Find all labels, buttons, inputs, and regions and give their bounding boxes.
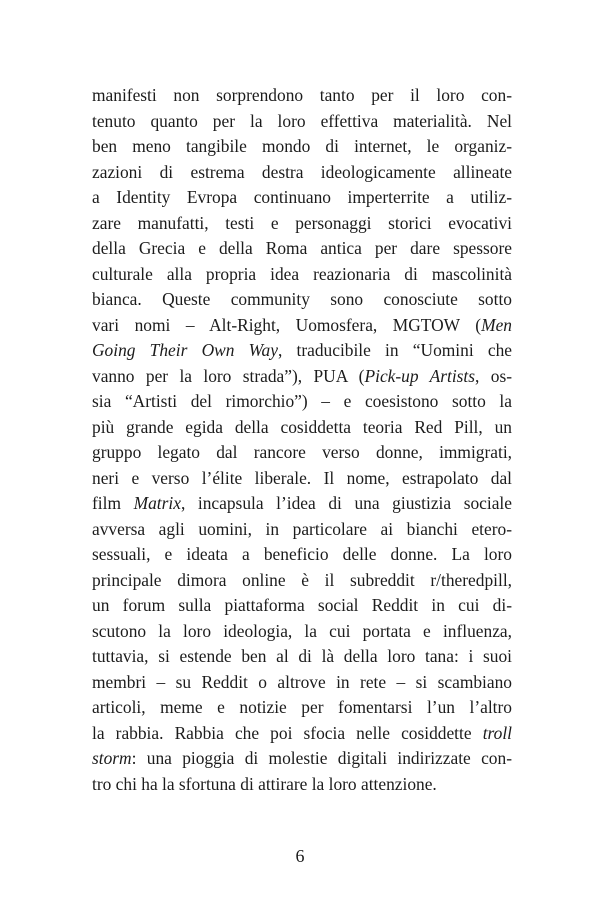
text-line [92,772,512,798]
text-line [92,644,512,670]
text-segment: bianca. Queste community sono conosciute sotto [92,289,512,309]
text-segment: neri e verso l’élite liberale. Il nome, estrapolato dal [92,467,512,488]
text-segment: scutono la loro ideologia, la cui portata e influenza, [92,620,512,641]
text-line [92,542,512,568]
text-line [92,415,512,441]
text-line [92,619,512,645]
italic-text: Going Their Own Way [92,340,278,360]
text-line [92,517,512,543]
text-segment: a Identity Evropa continuano imperterrite a utiliz- [92,187,512,207]
text-line [92,746,512,772]
text-segment: articoli, meme e notizie per fomentarsi l’un l’altro [92,697,512,717]
text-segment: , incapsula l’idea di una giustizia sociale [180,493,512,513]
italic-text: Men [481,314,512,335]
text-line [92,83,512,109]
text-line [92,134,512,160]
text-segment: più grande egida della cosiddetta teoria Red Pill, un [92,416,512,437]
text-segment: sessuali, e ideata a beneficio delle donne. La loro [92,544,512,564]
text-line [92,440,512,466]
text-segment: un forum sulla piattaforma social Reddit in cui di- [92,595,512,615]
text-line [92,338,512,364]
text-segment: della Grecia e della Roma antica per dare spessore [92,238,512,258]
text-line [92,568,512,594]
text-segment: la rabbia. Rabbia che poi sfocia nelle cosiddette [92,722,483,743]
italic-text: Pick-up Artists [364,365,476,386]
text-segment: vari nomi – Alt-Right, Uomosfera, MGTOW ( [92,314,482,335]
page-number: 6 [295,846,305,866]
italic-text: troll [482,722,512,743]
italic-text: Matrix [133,493,181,513]
text-segment: gruppo legato dal rancore verso donne, immigrati, [92,442,512,462]
text-line [92,211,512,237]
text-segment: , traducibile in “Uomini che [277,340,512,360]
text-segment: tro chi ha la sfortuna di attirare la loro attenzione. [92,773,437,794]
text-segment: tenuto quanto per la loro effettiva materialità. Nel [92,110,512,131]
text-line [92,160,512,186]
text-line [92,313,512,339]
body-text [92,83,512,797]
text-segment: manifesti non sorprendono tanto per il loro con- [92,85,512,105]
text-segment: zazioni di estrema destra ideologicamente allineate [92,161,512,182]
text-line [92,389,512,415]
text-line [92,236,512,262]
italic-text: storm [92,748,132,768]
text-segment: tuttavia, si estende ben al di là della loro tana: i suoi [92,646,512,666]
text-segment: , os- [475,365,513,386]
text-segment: sia “Artisti del rimorchio”) – e coesistono sotto la [92,391,512,411]
text-line [92,109,512,135]
text-line [92,364,512,390]
text-line [92,262,512,288]
text-segment: principale dimora online è il subreddit r/theredpill, [92,569,512,590]
text-line [92,466,512,492]
text-line [92,185,512,211]
text-segment: vanno per la loro strada”), PUA ( [92,365,365,386]
text-segment: film [92,493,134,513]
text-line [92,670,512,696]
text-line [92,695,512,721]
text-segment: membri – su Reddit o altrove in rete – si scambiano [92,671,512,692]
text-line [92,593,512,619]
text-line [92,491,512,517]
text-segment: : una pioggia di molestie digitali indirizzate con- [131,748,512,768]
text-segment: culturale alla propria idea reazionaria di mascolinità [92,263,512,284]
text-segment: avversa agli uomini, in particolare ai bianchi etero- [92,518,512,539]
text-line [92,287,512,313]
text-segment: ben meno tangibile mondo di internet, le organiz- [92,136,512,156]
text-line [92,721,512,747]
text-segment: zare manufatti, testi e personaggi storici evocativi [92,212,512,233]
